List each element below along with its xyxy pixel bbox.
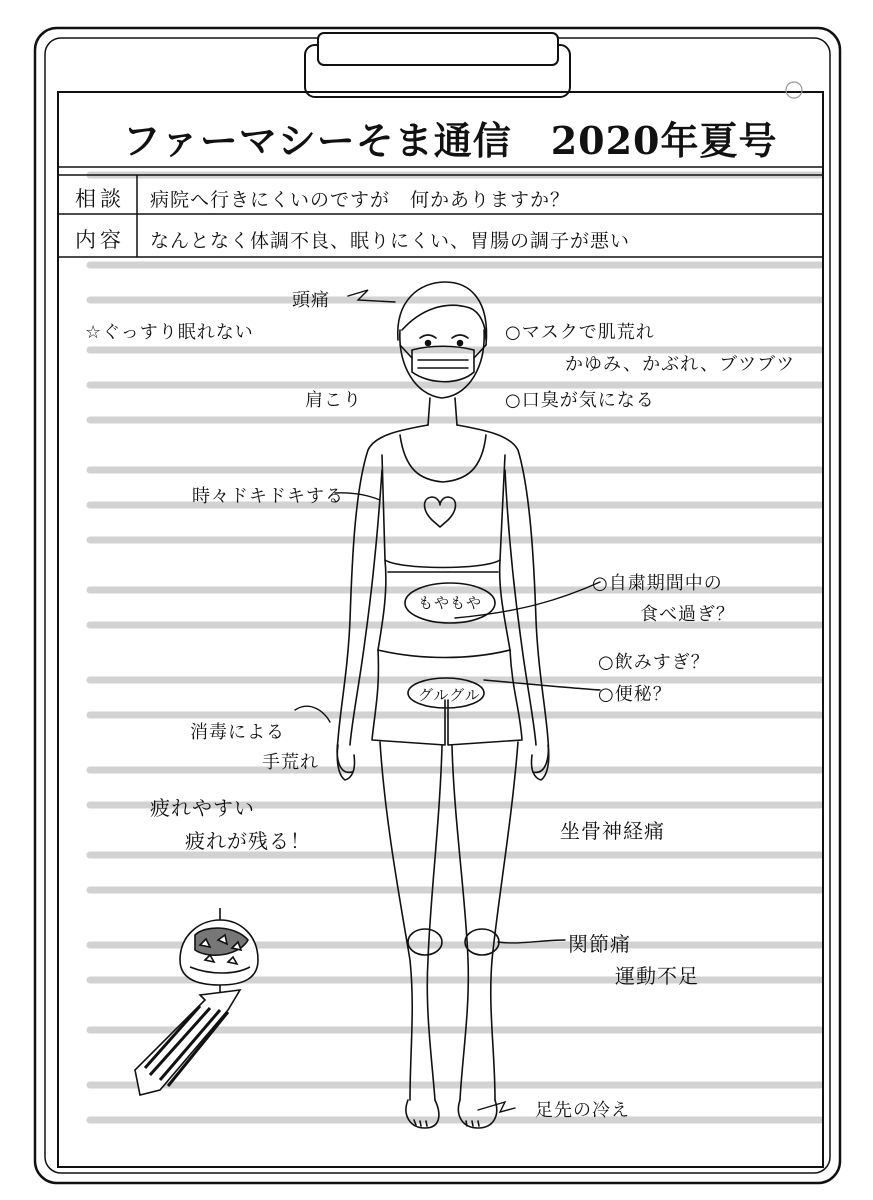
note-fatigue-line1: 疲れやすい bbox=[150, 796, 255, 820]
note-stomach-label: もやもや bbox=[418, 594, 483, 612]
note-sciatica: 坐骨神経痛 bbox=[560, 819, 665, 843]
note-itch: かゆみ、かぶれ、ブツブツ bbox=[565, 354, 796, 375]
newsletter-title: ファーマシーそま通信 2020年夏号 bbox=[122, 118, 778, 163]
note-shoulder: 肩こり bbox=[305, 390, 362, 411]
note-gut-label: グルグル bbox=[418, 686, 481, 704]
content-label: 内容 bbox=[75, 228, 125, 252]
note-disinfect-line2: 手荒れ bbox=[262, 752, 319, 773]
note-heart: 時々ドキドキする bbox=[192, 486, 344, 507]
note-fatigue-line2: 疲れが残る！ bbox=[185, 829, 311, 853]
paper-sheet bbox=[58, 92, 823, 1167]
note-overeat-line2: 食べ過ぎ？ bbox=[640, 604, 735, 625]
note-breath: ○口臭が気になる bbox=[505, 390, 655, 411]
note-overeat-line1: ○自粛期間中の bbox=[592, 573, 723, 594]
clipboard-clip-top bbox=[318, 33, 558, 65]
note-headache: 頭痛 bbox=[292, 290, 330, 311]
consult-label: 相談 bbox=[75, 187, 125, 211]
note-disinfect-line1: 消毒による bbox=[190, 722, 285, 743]
note-sleep: ☆ぐっすり眠れない bbox=[85, 322, 254, 343]
wind-chime-icon bbox=[135, 908, 258, 1095]
note-exercise: 運動不足 bbox=[615, 964, 699, 988]
note-mask: ○マスクで肌荒れ bbox=[505, 322, 655, 343]
note-drink: ○飲みすぎ？ bbox=[598, 652, 710, 673]
content-text: なんとなく体調不良、眠りにくい、胃腸の調子が悪い bbox=[150, 230, 631, 252]
note-constipation: ○便秘？ bbox=[598, 684, 672, 705]
note-feet: 足先の冷え bbox=[535, 1100, 630, 1121]
consult-text: 病院へ行きにくいのですが 何かありますか？ bbox=[150, 189, 571, 211]
note-joint: 関節痛 bbox=[568, 932, 631, 956]
